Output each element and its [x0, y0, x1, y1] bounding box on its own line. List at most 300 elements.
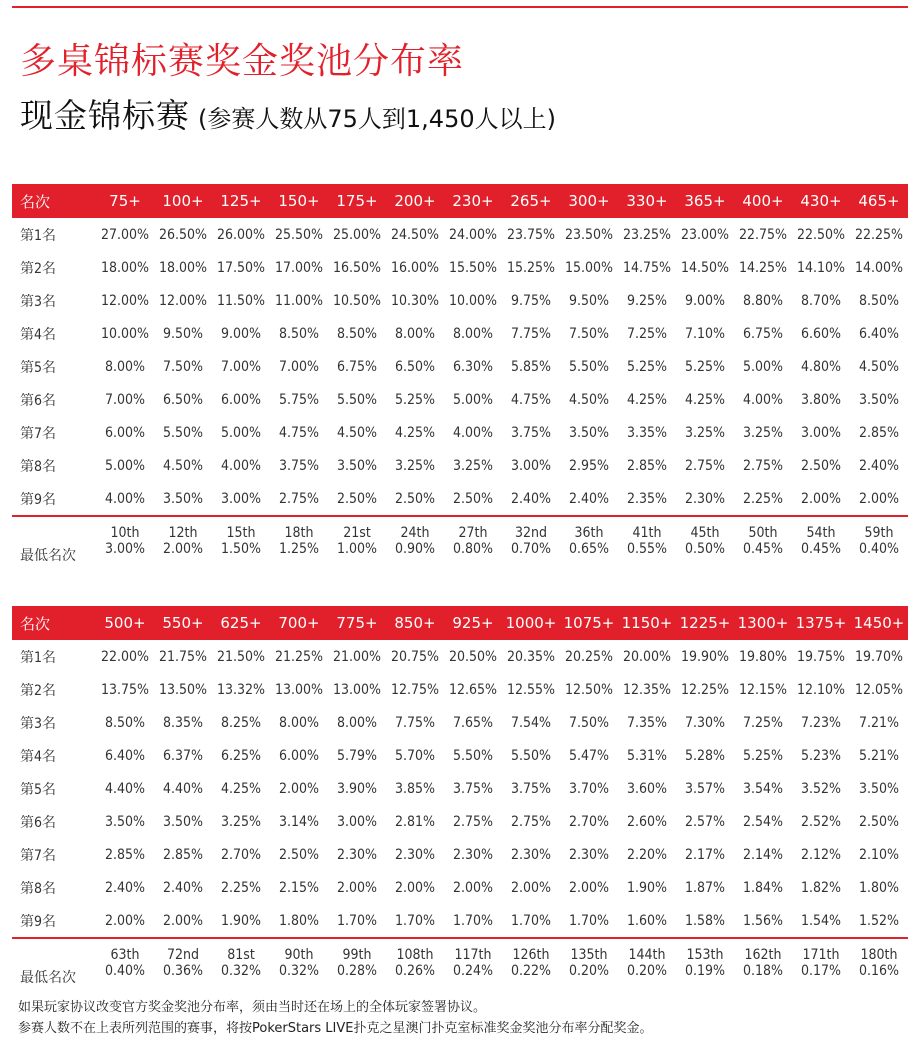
payout-percent-cell: 7.50%: [162, 358, 203, 375]
min-place-percent-cell: 0.40%: [858, 541, 899, 557]
payout-percent-cell: 7.00%: [220, 358, 261, 375]
payout-percent-cell: 19.80%: [738, 648, 787, 665]
payout-percent-cell: 9.00%: [220, 325, 261, 342]
min-place-percent-cell: 1.50%: [220, 541, 261, 557]
payout-percent-cell: 5.25%: [742, 747, 783, 764]
entrants-column-header: 330+: [618, 184, 676, 218]
payout-percent-cell: 1.90%: [220, 912, 261, 929]
payout-percent-cell: 2.00%: [162, 912, 203, 929]
payout-percent-cell: 12.00%: [100, 292, 149, 309]
rank-label: 第5名: [20, 359, 57, 376]
min-place-cell: 72nd: [154, 938, 212, 963]
payout-percent-cell: 20.35%: [506, 648, 555, 665]
payout-percent-cell: 4.00%: [742, 391, 783, 408]
payout-percent-cell: 8.00%: [278, 714, 319, 731]
payout-percent-cell: 20.75%: [390, 648, 439, 665]
payout-percent-cell: 3.14%: [278, 813, 319, 830]
payout-percent-cell: 3.25%: [452, 457, 493, 474]
payout-percent-cell: 4.50%: [568, 391, 609, 408]
payout-percent-cell: 8.50%: [858, 292, 899, 309]
min-place-cell: 162th: [734, 938, 792, 963]
min-place-cell: 90th: [270, 938, 328, 963]
payout-percent-cell: 3.50%: [162, 490, 203, 507]
rank-label: 第9名: [20, 491, 57, 508]
payout-percent-cell: 2.85%: [162, 846, 203, 863]
table-row: [12, 449, 908, 482]
min-place-cell: 15th: [212, 516, 270, 541]
rank-label: 第1名: [20, 227, 57, 244]
payout-percent-cell: 2.30%: [394, 846, 435, 863]
min-place-percent-cell: 0.90%: [394, 541, 435, 557]
payout-percent-cell: 2.40%: [162, 879, 203, 896]
min-place-percent-cell: 0.19%: [684, 963, 725, 979]
rank-label: 第3名: [20, 293, 57, 310]
rank-label: 第5名: [20, 781, 57, 798]
payout-percent-cell: 26.00%: [216, 226, 265, 243]
payout-percent-cell: 6.25%: [220, 747, 261, 764]
min-place-cell: 63th: [96, 938, 154, 963]
payout-percent-cell: 5.79%: [336, 747, 377, 764]
payout-percent-cell: 14.25%: [738, 259, 787, 276]
min-place-percent-cell: 0.18%: [742, 963, 783, 979]
payout-percent-cell: 7.00%: [104, 391, 145, 408]
min-place-cell: 45th: [676, 516, 734, 541]
payout-percent-cell: 2.12%: [800, 846, 841, 863]
entrants-column-header: 200+: [386, 184, 444, 218]
payout-percent-cell: 2.85%: [626, 457, 667, 474]
rank-label: 第2名: [20, 260, 57, 277]
payout-percent-cell: 1.90%: [626, 879, 667, 896]
entrants-column-header: 1225+: [676, 606, 734, 640]
payout-percent-cell: 2.00%: [568, 879, 609, 896]
payout-percent-cell: 21.25%: [274, 648, 323, 665]
payout-percent-cell: 5.00%: [452, 391, 493, 408]
payout-percent-cell: 12.25%: [680, 681, 729, 698]
payout-percent-cell: 23.50%: [564, 226, 613, 243]
payout-percent-cell: 1.70%: [568, 912, 609, 929]
min-place-cell: 108th: [386, 938, 444, 963]
entrants-column-header: 125+: [212, 184, 270, 218]
payout-percent-cell: 3.00%: [336, 813, 377, 830]
payout-percent-cell: 1.54%: [800, 912, 841, 929]
payout-percent-cell: 10.50%: [332, 292, 381, 309]
payout-percent-cell: 4.80%: [800, 358, 841, 375]
min-place-cell: 54th: [792, 516, 850, 541]
entrants-column-header: 925+: [444, 606, 502, 640]
payout-percent-cell: 2.75%: [684, 457, 725, 474]
table-row: [12, 284, 908, 317]
entrants-column-header: 1000+: [502, 606, 560, 640]
payout-percent-cell: 4.00%: [452, 424, 493, 441]
table-header-row: [12, 606, 908, 640]
payout-percent-cell: 4.50%: [162, 457, 203, 474]
min-place-row: [12, 938, 908, 963]
min-place-percent-cell: 0.70%: [510, 541, 551, 557]
payout-percent-cell: 8.50%: [104, 714, 145, 731]
min-place-row: [12, 516, 908, 541]
payout-table-small-fields: [12, 184, 908, 565]
payout-percent-cell: 1.70%: [510, 912, 551, 929]
table-row: [12, 640, 908, 673]
payout-percent-cell: 3.75%: [510, 780, 551, 797]
min-place-cell: 36th: [560, 516, 618, 541]
payout-percent-cell: 9.00%: [684, 292, 725, 309]
entrants-column-header: 430+: [792, 184, 850, 218]
min-place-cell: 50th: [734, 516, 792, 541]
payout-percent-cell: 7.35%: [626, 714, 667, 731]
table-row: [12, 218, 908, 251]
payout-percent-cell: 4.50%: [858, 358, 899, 375]
payout-percent-cell: 4.40%: [104, 780, 145, 797]
payout-percent-cell: 7.75%: [394, 714, 435, 731]
rank-label: 第1名: [20, 649, 57, 666]
min-place-percent-cell: 0.32%: [278, 963, 319, 979]
payout-percent-cell: 14.50%: [680, 259, 729, 276]
payout-percent-cell: 2.00%: [394, 879, 435, 896]
payout-percent-cell: 7.25%: [742, 714, 783, 731]
min-place-cell: 32nd: [502, 516, 560, 541]
page-title: 多桌锦标赛奖金奖池分布率: [20, 41, 465, 82]
payout-percent-cell: 2.30%: [510, 846, 551, 863]
payout-percent-cell: 2.00%: [104, 912, 145, 929]
payout-percent-cell: 3.50%: [104, 813, 145, 830]
payout-percent-cell: 2.50%: [452, 490, 493, 507]
payout-percent-cell: 25.50%: [274, 226, 323, 243]
entrants-column-header: 700+: [270, 606, 328, 640]
payout-percent-cell: 1.82%: [800, 879, 841, 896]
min-place-percent-cell: 0.17%: [800, 963, 841, 979]
payout-percent-cell: 3.85%: [394, 780, 435, 797]
payout-percent-cell: 8.35%: [162, 714, 203, 731]
entrants-column-header: 400+: [734, 184, 792, 218]
rank-label: 第8名: [20, 458, 57, 475]
payout-percent-cell: 3.35%: [626, 424, 667, 441]
payout-percent-cell: 16.50%: [332, 259, 381, 276]
min-place-cell: 126th: [502, 938, 560, 963]
min-place-percent-cell: 3.00%: [104, 541, 145, 557]
payout-percent-cell: 7.50%: [568, 325, 609, 342]
min-place-cell: 153th: [676, 938, 734, 963]
entrants-column-header: 1150+: [618, 606, 676, 640]
payout-percent-cell: 6.40%: [858, 325, 899, 342]
table-header-row: [12, 184, 908, 218]
min-place-cell: 10th: [96, 516, 154, 541]
entrants-column-header: 1375+: [792, 606, 850, 640]
min-place-cell: 144th: [618, 938, 676, 963]
payout-percent-cell: 2.50%: [278, 846, 319, 863]
payout-percent-cell: 5.50%: [162, 424, 203, 441]
rank-label: 第4名: [20, 326, 57, 343]
rank-label: 第6名: [20, 392, 57, 409]
min-place-percent-cell: 0.16%: [858, 963, 899, 979]
payout-percent-cell: 7.00%: [278, 358, 319, 375]
payout-percent-cell: 2.75%: [452, 813, 493, 830]
payout-percent-cell: 10.00%: [448, 292, 497, 309]
top-divider-rule: [12, 6, 908, 8]
payout-percent-cell: 15.50%: [448, 259, 497, 276]
payout-percent-cell: 1.52%: [858, 912, 899, 929]
entrants-column-header: 775+: [328, 606, 386, 640]
payout-percent-cell: 6.00%: [278, 747, 319, 764]
payout-percent-cell: 6.75%: [336, 358, 377, 375]
min-place-cell: 117th: [444, 938, 502, 963]
payout-percent-cell: 9.50%: [162, 325, 203, 342]
payout-percent-cell: 6.60%: [800, 325, 841, 342]
payout-percent-cell: 5.00%: [220, 424, 261, 441]
rank-column-header: 名次: [12, 606, 96, 640]
min-place-label: 最低名次: [12, 516, 96, 565]
min-place-percent-cell: 0.32%: [220, 963, 261, 979]
payout-percent-cell: 2.60%: [626, 813, 667, 830]
payout-percent-cell: 8.00%: [452, 325, 493, 342]
payout-percent-cell: 5.25%: [394, 391, 435, 408]
payout-percent-cell: 2.25%: [220, 879, 261, 896]
payout-percent-cell: 2.70%: [220, 846, 261, 863]
table-row: [12, 805, 908, 838]
payout-percent-cell: 1.70%: [394, 912, 435, 929]
payout-percent-cell: 3.00%: [220, 490, 261, 507]
payout-percent-cell: 3.50%: [162, 813, 203, 830]
rank-label: 第7名: [20, 847, 57, 864]
payout-percent-cell: 20.00%: [622, 648, 671, 665]
table-row: [12, 383, 908, 416]
min-place-cell: 180th: [850, 938, 908, 963]
payout-percent-cell: 2.00%: [278, 780, 319, 797]
payout-percent-cell: 5.50%: [336, 391, 377, 408]
payout-percent-cell: 17.00%: [274, 259, 323, 276]
payout-percent-cell: 26.50%: [158, 226, 207, 243]
footnote-agreement: 如果玩家协议改变官方奖金奖池分布率，须由当时还在场上的全体玩家签署协议。: [18, 1000, 487, 1015]
rank-label: 第9名: [20, 913, 57, 930]
payout-percent-cell: 3.75%: [452, 780, 493, 797]
payout-percent-cell: 2.00%: [452, 879, 493, 896]
min-place-percent-cell: 0.36%: [162, 963, 203, 979]
payout-percent-cell: 13.32%: [216, 681, 265, 698]
payout-percent-cell: 7.21%: [858, 714, 899, 731]
payout-percent-cell: 17.50%: [216, 259, 265, 276]
payout-percent-cell: 2.57%: [684, 813, 725, 830]
table-row: [12, 673, 908, 706]
payout-percent-cell: 3.70%: [568, 780, 609, 797]
payout-percent-cell: 7.10%: [684, 325, 725, 342]
min-place-percent-cell: 0.55%: [626, 541, 667, 557]
payout-percent-cell: 14.75%: [622, 259, 671, 276]
payout-percent-cell: 2.81%: [394, 813, 435, 830]
subtitle-line: [20, 92, 556, 146]
payout-percent-cell: 1.70%: [452, 912, 493, 929]
payout-percent-cell: 5.47%: [568, 747, 609, 764]
footnote-standard-distribution: 参赛人数不在上表所列范围的赛事，将按PokerStars LIVE扑克之星澳门扑克室标准奖金奖池分布率分配奖金。: [18, 1021, 653, 1036]
rank-label: 第3名: [20, 715, 57, 732]
payout-percent-cell: 2.50%: [394, 490, 435, 507]
min-place-cell: 171th: [792, 938, 850, 963]
payout-percent-cell: 4.75%: [510, 391, 551, 408]
payout-percent-cell: 22.50%: [796, 226, 845, 243]
min-place-cell: 12th: [154, 516, 212, 541]
subtitle-note: (参赛人数从75人到1,450人以上): [198, 105, 556, 133]
payout-percent-cell: 2.20%: [626, 846, 667, 863]
min-place-label: 最低名次: [12, 938, 96, 987]
payout-percent-cell: 3.54%: [742, 780, 783, 797]
min-place-cell: 99th: [328, 938, 386, 963]
payout-percent-cell: 3.00%: [800, 424, 841, 441]
payout-percent-cell: 19.90%: [680, 648, 729, 665]
payout-percent-cell: 8.50%: [278, 325, 319, 342]
payout-percent-cell: 1.70%: [336, 912, 377, 929]
payout-percent-cell: 6.75%: [742, 325, 783, 342]
payout-percent-cell: 5.00%: [742, 358, 783, 375]
payout-percent-cell: 3.50%: [858, 391, 899, 408]
payout-percent-cell: 8.50%: [336, 325, 377, 342]
payout-percent-cell: 22.00%: [100, 648, 149, 665]
min-place-percent-cell: 0.40%: [104, 963, 145, 979]
payout-percent-cell: 5.23%: [800, 747, 841, 764]
payout-percent-cell: 2.75%: [742, 457, 783, 474]
table-row: [12, 706, 908, 739]
payout-percent-cell: 23.00%: [680, 226, 729, 243]
payout-percent-cell: 2.75%: [278, 490, 319, 507]
min-place-percent-row: [12, 963, 908, 987]
payout-percent-cell: 8.80%: [742, 292, 783, 309]
payout-percent-cell: 9.75%: [510, 292, 551, 309]
table-row: [12, 739, 908, 772]
entrants-column-header: 100+: [154, 184, 212, 218]
min-place-cell: 59th: [850, 516, 908, 541]
entrants-column-header: 175+: [328, 184, 386, 218]
payout-percent-cell: 21.75%: [158, 648, 207, 665]
payout-percent-cell: 5.31%: [626, 747, 667, 764]
payout-percent-cell: 2.54%: [742, 813, 783, 830]
entrants-column-header: 500+: [96, 606, 154, 640]
payout-percent-cell: 8.25%: [220, 714, 261, 731]
payout-percent-cell: 4.50%: [336, 424, 377, 441]
entrants-column-header: 550+: [154, 606, 212, 640]
rank-label: 第4名: [20, 748, 57, 765]
rank-label: 第8名: [20, 880, 57, 897]
payout-percent-cell: 19.75%: [796, 648, 845, 665]
entrants-column-header: 230+: [444, 184, 502, 218]
payout-percent-cell: 3.90%: [336, 780, 377, 797]
payout-percent-cell: 13.00%: [274, 681, 323, 698]
payout-percent-cell: 11.50%: [216, 292, 265, 309]
table-row: [12, 317, 908, 350]
min-place-percent-cell: 2.00%: [162, 541, 203, 557]
payout-percent-cell: 10.00%: [100, 325, 149, 342]
payout-percent-cell: 25.00%: [332, 226, 381, 243]
table-row: [12, 772, 908, 805]
payout-percent-cell: 22.25%: [854, 226, 903, 243]
payout-percent-cell: 12.05%: [854, 681, 903, 698]
payout-percent-cell: 18.00%: [158, 259, 207, 276]
min-place-cell: 81st: [212, 938, 270, 963]
payout-percent-cell: 2.50%: [336, 490, 377, 507]
payout-percent-cell: 8.00%: [394, 325, 435, 342]
rank-label: 第7名: [20, 425, 57, 442]
min-place-percent-cell: 0.80%: [452, 541, 493, 557]
min-place-percent-cell: 0.28%: [336, 963, 377, 979]
payout-percent-cell: 2.25%: [742, 490, 783, 507]
payout-percent-cell: 5.50%: [568, 358, 609, 375]
payout-percent-cell: 3.75%: [510, 424, 551, 441]
payout-percent-cell: 2.14%: [742, 846, 783, 863]
payout-percent-cell: 19.70%: [854, 648, 903, 665]
payout-percent-cell: 1.84%: [742, 879, 783, 896]
payout-percent-cell: 5.75%: [278, 391, 319, 408]
payout-percent-cell: 4.75%: [278, 424, 319, 441]
payout-percent-cell: 7.75%: [510, 325, 551, 342]
payout-percent-cell: 2.17%: [684, 846, 725, 863]
table-row: [12, 251, 908, 284]
payout-percent-cell: 4.25%: [220, 780, 261, 797]
payout-percent-cell: 2.30%: [684, 490, 725, 507]
payout-percent-cell: 12.55%: [506, 681, 555, 698]
payout-percent-cell: 23.25%: [622, 226, 671, 243]
payout-percent-cell: 2.95%: [568, 457, 609, 474]
payout-percent-cell: 2.30%: [452, 846, 493, 863]
min-place-cell: 24th: [386, 516, 444, 541]
payout-percent-cell: 7.50%: [568, 714, 609, 731]
payout-percent-cell: 6.37%: [162, 747, 203, 764]
payout-percent-cell: 21.00%: [332, 648, 381, 665]
entrants-column-header: 75+: [96, 184, 154, 218]
payout-percent-cell: 13.50%: [158, 681, 207, 698]
payout-percent-cell: 12.65%: [448, 681, 497, 698]
payout-percent-cell: 3.52%: [800, 780, 841, 797]
payout-percent-cell: 3.75%: [278, 457, 319, 474]
min-place-percent-cell: 0.65%: [568, 541, 609, 557]
payout-percent-cell: 1.56%: [742, 912, 783, 929]
payout-percent-cell: 4.25%: [394, 424, 435, 441]
payout-percent-cell: 5.21%: [858, 747, 899, 764]
entrants-column-header: 625+: [212, 606, 270, 640]
payout-percent-cell: 2.40%: [568, 490, 609, 507]
rank-label: 第6名: [20, 814, 57, 831]
rank-label: 第2名: [20, 682, 57, 699]
payout-percent-cell: 13.00%: [332, 681, 381, 698]
payout-percent-cell: 8.70%: [800, 292, 841, 309]
payout-percent-cell: 6.40%: [104, 747, 145, 764]
payout-percent-cell: 7.23%: [800, 714, 841, 731]
payout-percent-cell: 3.60%: [626, 780, 667, 797]
min-place-percent-cell: 1.25%: [278, 541, 319, 557]
entrants-column-header: 300+: [560, 184, 618, 218]
payout-percent-cell: 4.00%: [220, 457, 261, 474]
entrants-column-header: 465+: [850, 184, 908, 218]
payout-percent-cell: 15.00%: [564, 259, 613, 276]
table-row: [12, 416, 908, 449]
payout-percent-cell: 9.50%: [568, 292, 609, 309]
payout-percent-cell: 12.10%: [796, 681, 845, 698]
payout-percent-cell: 1.80%: [278, 912, 319, 929]
payout-percent-cell: 1.58%: [684, 912, 725, 929]
min-place-percent-cell: 0.22%: [510, 963, 551, 979]
payout-percent-cell: 3.25%: [742, 424, 783, 441]
payout-percent-cell: 12.35%: [622, 681, 671, 698]
payout-percent-cell: 10.30%: [390, 292, 439, 309]
entrants-column-header: 1300+: [734, 606, 792, 640]
payout-percent-cell: 24.00%: [448, 226, 497, 243]
payout-percent-cell: 7.30%: [684, 714, 725, 731]
payout-percent-cell: 4.25%: [684, 391, 725, 408]
payout-percent-cell: 1.80%: [858, 879, 899, 896]
payout-percent-cell: 13.75%: [100, 681, 149, 698]
payout-percent-cell: 5.28%: [684, 747, 725, 764]
payout-percent-cell: 2.85%: [858, 424, 899, 441]
payout-percent-cell: 18.00%: [100, 259, 149, 276]
payout-percent-cell: 5.25%: [626, 358, 667, 375]
payout-percent-cell: 2.15%: [278, 879, 319, 896]
payout-percent-cell: 6.00%: [220, 391, 261, 408]
